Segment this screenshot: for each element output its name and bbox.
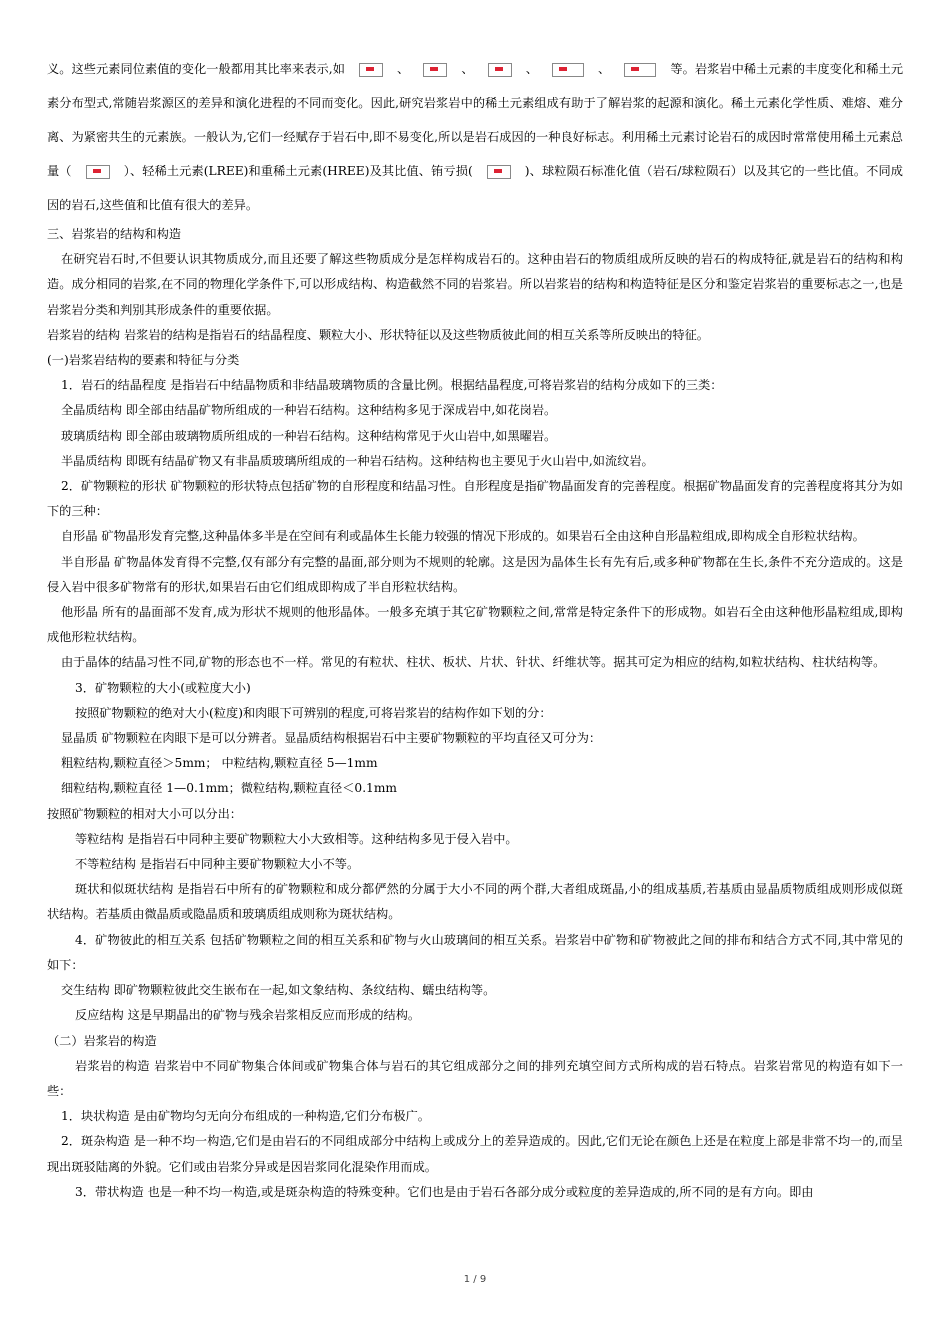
- text-separator: 、: [597, 62, 611, 76]
- paragraph: 按照矿物颗粒的绝对大小(粒度)和肉眼下可辨别的程度,可将岩浆岩的结构作如下划的分：: [75, 705, 552, 720]
- paragraph: 半晶质结构 即既有结晶矿物又有非晶质玻璃所组成的一种岩石结构。这种结构也主要见于火山岩中,如流纹岩。: [61, 453, 654, 468]
- formula-image-icon: [487, 165, 511, 179]
- paragraph: 半自形晶 矿物晶体发育得不完整,仅有部分有完整的晶面,部分则为不规则的轮廓。这是因为晶体生长有先有后,或多种矿物都在生长,条件不充分造成的。这是侵入岩中很多矿物常有的形状,如果岩石由它们组成即构成了半自形粒状结构。: [47, 554, 903, 594]
- formula-image-icon: [86, 165, 110, 179]
- paragraph: 细粒结构,颗粒直径 1—0.1mm；微粒结构,颗粒直径＜0.1mm: [61, 781, 397, 796]
- text-segment: ）、轻稀土元素(LREE)和重稀土元素(HREE)及其比值、铕亏损(: [123, 164, 473, 178]
- section-heading: 三、岩浆岩的结构和构造: [47, 227, 182, 241]
- formula-image-icon: [359, 63, 383, 77]
- paragraph: 自形晶 矿物晶形发育完整,这种晶体多半是在空间有利或晶体生长能力较强的情况下形成的。如果岩石全由这种自形晶粒组成,即构成全自形粒状结构。: [61, 529, 865, 544]
- paragraph: 由于晶体的结晶习性不同,矿物的形态也不一样。常见的有粒状、柱状、板状、片状、针状、纤维状等。据其可定为相应的结构,如粒状结构、柱状结构等。: [61, 655, 886, 670]
- paragraph: 玻璃质结构 即全部由玻璃物质所组成的一种岩石结构。这种结构常见于火山岩中,如黑曜岩。: [61, 428, 557, 443]
- paragraph: 按照矿物颗粒的相对大小可以分出：: [47, 806, 242, 821]
- subsection-heading: （二）岩浆岩的构造: [47, 1033, 157, 1048]
- formula-image-icon: [423, 63, 447, 77]
- document-page: [47, 52, 903, 1205]
- subsection-heading: (一)岩浆岩结构的要素和特征与分类: [47, 353, 240, 368]
- paragraph: 全晶质结构 即全部由结晶矿物所组成的一种岩石结构。这种结构多见于深成岩中,如花岗岩。: [61, 403, 557, 418]
- paragraph: 岩浆岩的构造 岩浆岩中不同矿物集合体间或矿物集合体与岩石的其它组成部分之间的排列充填空间方式所构成的岩石特点。岩浆岩常见的构造有如下一些：: [47, 1058, 903, 1098]
- paragraph: 他形晶 所有的晶面部不发育,成为形状不规则的他形晶体。一般多充填于其它矿物颗粒之间,常常是特定条件下的形成物。如岩石全由这种他形晶粒组成,即构成他形粒状结构。: [47, 605, 903, 645]
- formula-image-icon: [624, 63, 656, 77]
- text-segment: 义。这些元素同位素值的变化一般都用其比率来表示,如: [47, 62, 345, 76]
- text-segment: )、球粒陨石标准化值（岩石/球粒陨石）以及其它的一些比值。不同成因的岩石,这些值和比值有很大的差异。: [47, 164, 903, 212]
- paragraph: 斑状和似斑状结构 是指岩石中所有的矿物颗粒和成分都俨然的分属于大小不同的两个群,大者组成斑晶,小的组成基质,若基质由显晶质物质组成则形成似斑状结构。若基质由微晶质或隐晶质和玻璃质组成则称为斑状结构。: [47, 882, 903, 922]
- paragraph: 1．岩石的结晶程度 是指岩石中结晶物质和非结晶玻璃物质的含量比例。根据结晶程度,可将岩浆岩的结构分成如下的三类：: [61, 378, 723, 393]
- paragraph: 等粒结构 是指岩石中同种主要矿物颗粒大小大致相等。这种结构多见于侵入岩中。: [75, 831, 518, 846]
- text-separator: 、: [525, 62, 538, 76]
- paragraph: 显晶质 矿物颗粒在肉眼下是可以分辨者。显晶质结构根据岩石中主要矿物颗粒的平均直径又可分为：: [61, 731, 602, 746]
- paragraph: 不等粒结构 是指岩石中同种主要矿物颗粒大小不等。: [75, 857, 360, 872]
- paragraph: 4．矿物彼此的相互关系 包括矿物颗粒之间的相互关系和矿物与火山玻璃间的相互关系。岩浆岩中矿物和矿物被此之间的排布和结合方式不同,其中常见的如下：: [47, 932, 903, 972]
- text-separator: 、: [396, 62, 410, 76]
- paragraph: 交生结构 即矿物颗粒彼此交生嵌布在一起,如文象结构、条纹结构、蠕虫结构等。: [61, 983, 496, 998]
- paragraph-isotope-ree: [47, 52, 903, 222]
- text-segment: 等。岩浆岩中稀土元素的丰度变化和稀土元素分布型式,常随岩浆源区的差异和演化进程的不同而变化。因此,研究岩浆岩中的稀土元素组成有助于了解岩浆的起源和演化。稀土元素化学性质、难熔、难分离、为紧密共生的元素族。一般认为,它们一经赋存于岩石中,即不易变化,所以是岩石成因的一种良好标志。利用稀土元素讨论岩石的成因时常常使用稀土元素总量（: [47, 62, 904, 178]
- paragraph: 2．斑杂构造 是一种不均一构造,它们是由岩石的不同组成部分中结构上或成分上的差异造成的。因此,它们无论在颜色上还是在粒度上部是非常不均一的,而呈现出斑驳陆离的外貌。它们或由岩浆分异或是因岩浆同化混染作用而成。: [47, 1134, 903, 1174]
- paragraph: 反应结构 这是早期晶出的矿物与残余岩浆相反应而形成的结构。: [75, 1008, 421, 1023]
- formula-image-icon: [488, 63, 512, 77]
- paragraph: 岩浆岩的结构 岩浆岩的结构是指岩石的结晶程度、颗粒大小、形状特征以及这些物质彼此间的相互关系等所反映出的特征。: [47, 327, 709, 342]
- page-number: 1 / 9: [463, 1274, 487, 1285]
- paragraph: 粗粒结构,颗粒直径＞5mm； 中粒结构,颗粒直径 5—1mm: [61, 756, 378, 771]
- text-separator: 、: [461, 62, 474, 76]
- paragraph: 2．矿物颗粒的形状 矿物颗粒的形状特点包括矿物的自形程度和结晶习性。自形程度是指矿物晶面发育的完善程度。根据矿物晶面发育的完善程度将其分为如下的三种：: [47, 479, 903, 519]
- formula-image-icon: [552, 63, 584, 77]
- paragraph: 1．块状构造 是由矿物均匀无向分布组成的一种构造,它们分布极广。: [61, 1109, 430, 1124]
- subsection-heading: 3．矿物颗粒的大小(或粒度大小): [75, 680, 251, 695]
- paragraph: 在研究岩石时,不但要认识其物质成分,而且还要了解这些物质成分是怎样构成岩石的。这种由岩石的物质组成所反映的岩石的构成特征,就是岩石的结构和构造。成分相同的岩浆,在不同的物理化学条件下,可以形成结构、构造截然不同的岩浆岩。所以岩浆岩的结构和构造特征是区分和鉴定岩浆岩的重要标志之一,也是岩浆岩分类和判别其形成条件的重要依据。: [47, 252, 903, 317]
- paragraph: 3．带状构造 也是一种不均一构造,或是斑杂构造的特殊变种。它们也是由于岩石各部分成分或粒度的差异造成的,所不同的是有方向。即由: [75, 1184, 814, 1199]
